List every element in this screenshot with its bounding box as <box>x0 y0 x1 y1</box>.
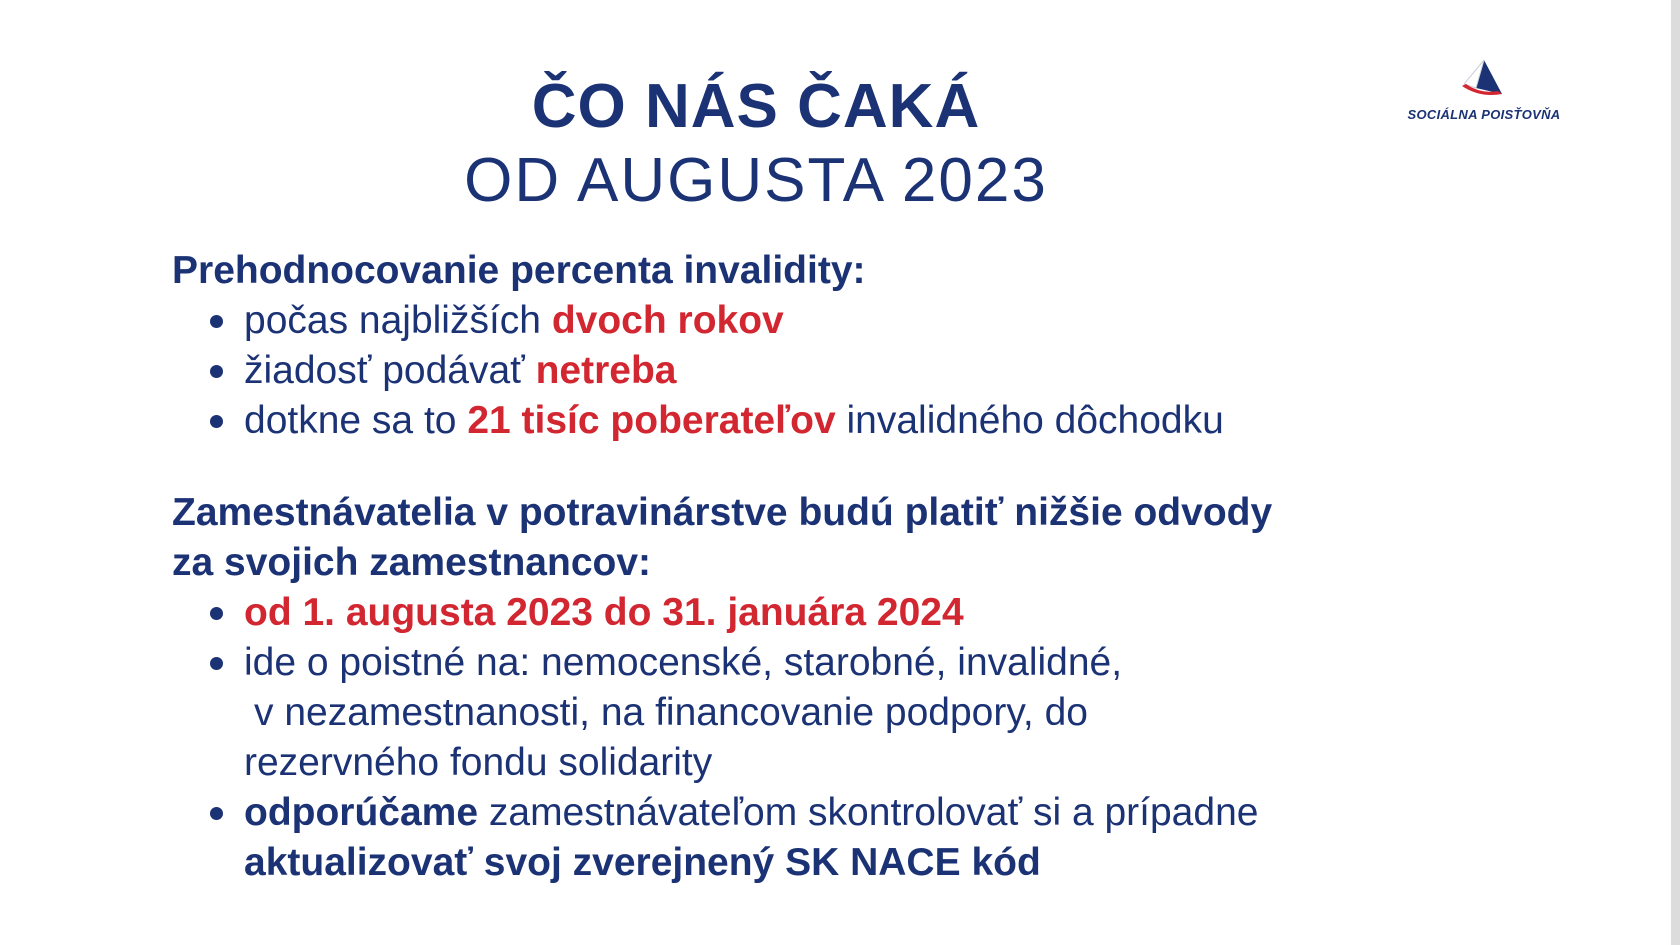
bullet-icon <box>210 365 223 378</box>
item-line-2: v nezamestnanosti, na financovanie podpory, do <box>254 691 1088 734</box>
list-item <box>172 396 1502 446</box>
section-2-heading-line-1: Zamestnávatelia v potravinárstve budú platiť nižšie odvody <box>172 491 1273 534</box>
section-1-list <box>172 296 1502 446</box>
title-line-2: OD AUGUSTA 2023 <box>464 146 1048 215</box>
section-gap <box>172 446 1502 488</box>
item-highlight: netreba <box>535 349 677 392</box>
list-item <box>172 346 1502 396</box>
item-text: dotkne sa to <box>244 399 468 442</box>
item-text: počas najbližších <box>244 299 552 342</box>
bullet-icon <box>210 807 223 820</box>
item-text-suffix: invalidného dôchodku <box>835 399 1224 442</box>
section-1-heading: Prehodnocovanie percenta invalidity: <box>172 249 866 292</box>
bullet-icon <box>210 607 223 620</box>
list-item <box>172 296 1502 346</box>
item-highlight: 21 tisíc poberateľov <box>467 399 836 442</box>
slide-content <box>172 246 1502 888</box>
logo-text: SOCIÁLNA POISŤOVŇA <box>1407 107 1561 122</box>
section-2-heading-line-2: za svojich zamestnancov: <box>172 541 652 584</box>
list-item <box>172 588 1502 638</box>
page-title <box>0 70 1512 218</box>
date-range: od 1. augusta 2023 do 31. januára 2024 <box>244 591 964 634</box>
item-highlight: dvoch rokov <box>551 299 784 342</box>
item-line-3: rezervného fondu solidarity <box>244 741 713 784</box>
section-2-list <box>172 588 1502 888</box>
item-bold-lead: odporúčame <box>244 791 479 834</box>
item-text: žiadosť podávať <box>244 349 536 392</box>
item-line-1: ide o poistné na: nemocenské, starobné, invalidné, <box>244 641 1123 684</box>
item-line-2: aktualizovať svoj zverejnený SK NACE kód <box>244 841 1041 884</box>
bullet-icon <box>210 415 223 428</box>
section-2-heading <box>172 488 1502 588</box>
list-item <box>172 638 1502 788</box>
bullet-icon <box>210 657 223 670</box>
title-line-1: ČO NÁS ČAKÁ <box>531 72 981 141</box>
item-text: zamestnávateľom skontrolovať si a prípadne <box>478 791 1259 834</box>
right-edge-bar <box>1671 0 1680 945</box>
list-item <box>172 788 1502 888</box>
bullet-icon <box>210 315 223 328</box>
